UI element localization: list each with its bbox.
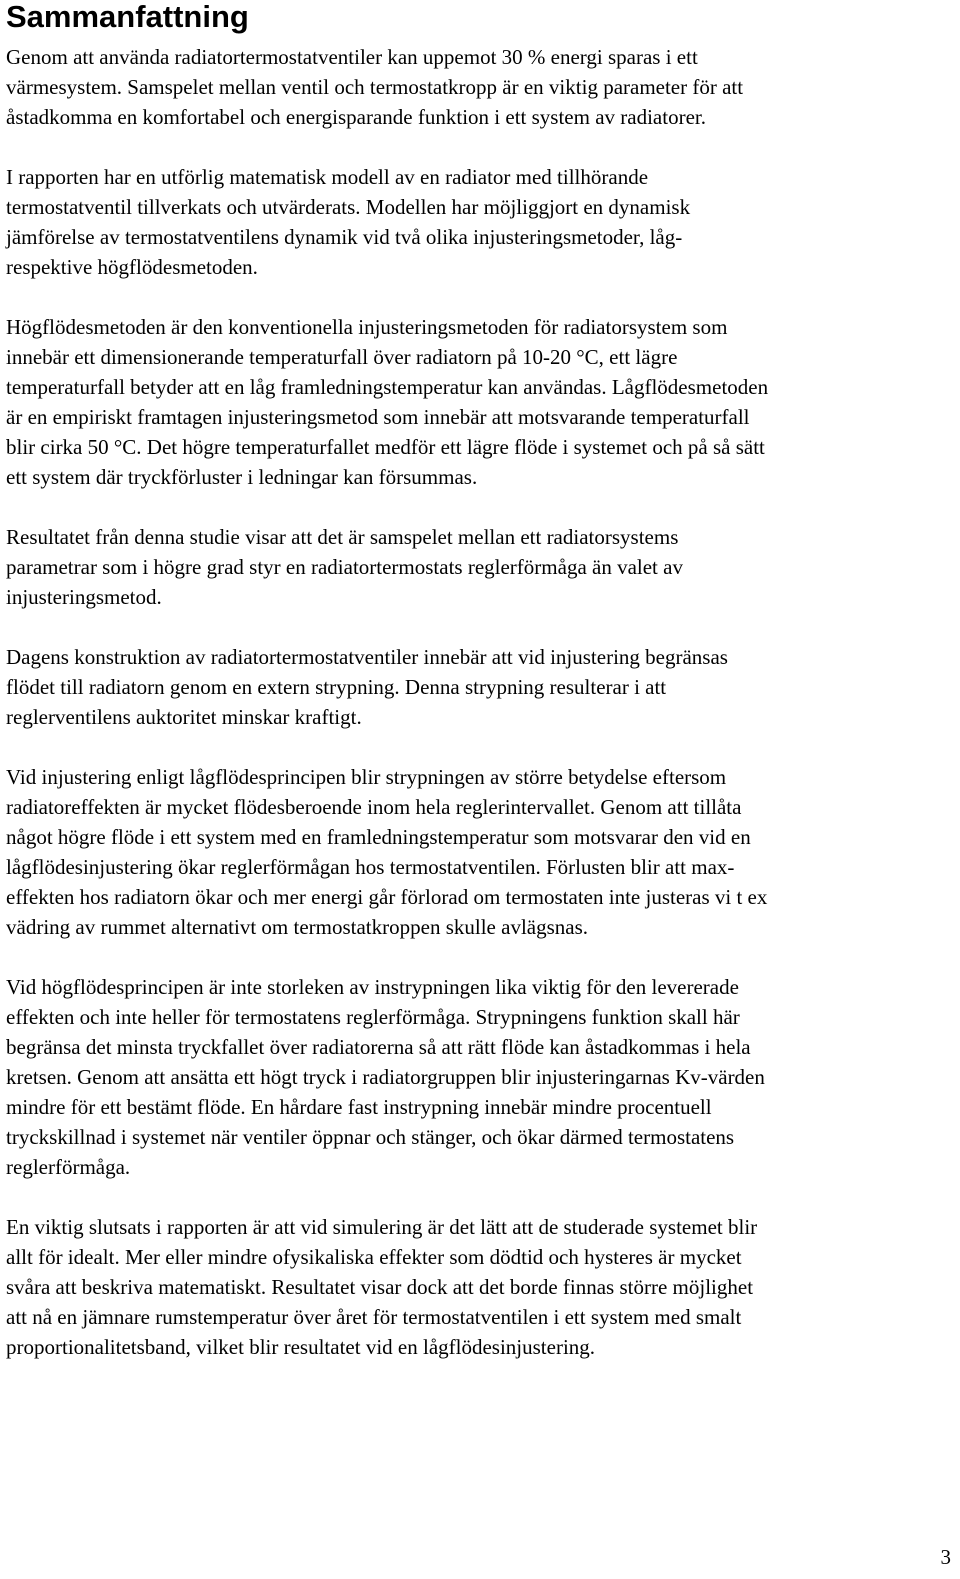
text-line: lågflödesinjustering ökar reglerförmågan hos termostatventilen. Förlusten blir att max- (6, 855, 735, 879)
body-paragraph (6, 162, 956, 282)
text-line: flödet till radiatorn genom en extern strypning. Denna strypning resulterar i att (6, 675, 667, 699)
text-line: effekten och inte heller för termostatens reglerförmåga. Strypningens funktion skall här (6, 1005, 740, 1029)
text-line: något högre flöde i ett system med en framledningstemperatur som motsvarar den vid en (6, 825, 751, 849)
text-line: parametrar som i högre grad styr en radiatortermostats reglerförmåga än valet av (6, 555, 683, 579)
text-line: tryckskillnad i systemet när ventiler öppnar och stänger, och ökar därmed termostatens (6, 1125, 735, 1149)
text-line: åstadkomma en komfortabel och energisparande funktion i ett system av radiatorer. (6, 105, 706, 129)
text-line: allt för idealt. Mer eller mindre ofysikaliska effekter som dödtid och hysteres är mycket (6, 1245, 742, 1269)
text-line: blir cirka 50 °C. Det högre temperaturfallet medför ett lägre flöde i systemet och på så sätt (6, 435, 765, 459)
text-line: radiatoreffekten är mycket flödesberoende inom hela reglerintervallet. Genom att tillåta (6, 795, 742, 819)
text-line: reglerförmåga. (6, 1155, 131, 1179)
document-body (6, 42, 956, 1392)
text-line: temperaturfall betyder att en låg framledningstemperatur kan användas. Lågflödesmetoden (6, 375, 769, 399)
text-line: svåra att beskriva matematiskt. Resultatet visar dock att det borde finnas större möjlighet (6, 1275, 754, 1299)
text-line: värmesystem. Samspelet mellan ventil och termostatkropp är en viktig parameter för att (6, 75, 744, 99)
text-line: begränsa det minsta tryckfallet över radiatorerna så att rätt flöde kan åstadkommas i hela (6, 1035, 751, 1059)
text-line: Dagens konstruktion av radiatortermostatventiler innebär att vid injustering begränsas (6, 645, 728, 669)
text-line: termostatventil tillverkats och utvärderats. Modellen har möjliggjort en dynamisk (6, 195, 691, 219)
body-paragraph (6, 972, 956, 1182)
text-line: vädring av rummet alternativt om termostatkroppen skulle avlägsnas. (6, 915, 589, 939)
body-paragraph (6, 1212, 956, 1362)
text-line: Resultatet från denna studie visar att det är samspelet mellan ett radiatorsystems (6, 525, 679, 549)
text-line: jämförelse av termostatventilens dynamik vid två olika injusteringsmetoder, låg- (6, 225, 683, 249)
text-line: ett system där tryckförluster i ledningar kan försummas. (6, 465, 478, 489)
text-line: injusteringsmetod. (6, 585, 162, 609)
text-line: kretsen. Genom att ansätta ett högt tryck i radiatorgruppen blir injusteringarnas Kv-värden (6, 1065, 765, 1089)
text-line: är en empiriskt framtagen injusteringsmetod som innebär att motsvarande temperaturfall (6, 405, 750, 429)
text-line: effekten hos radiatorn ökar och mer energi går förlorad om termostaten inte justeras vi t ex (6, 885, 768, 909)
text-line: reglerventilens auktoritet minskar kraftigt. (6, 705, 362, 729)
text-line: Vid högflödesprincipen är inte storleken av instrypningen lika viktig för den levererade (6, 975, 739, 999)
body-paragraph (6, 42, 956, 132)
text-line: Vid injustering enligt lågflödesprincipen blir strypningen av större betydelse eftersom (6, 765, 727, 789)
body-paragraph (6, 312, 956, 492)
text-line: att nå en jämnare rumstemperatur över året för termostatventilen i ett system med smalt (6, 1305, 742, 1329)
text-line: En viktig slutsats i rapporten är att vid simulering är det lätt att de studerade systemet blir (6, 1215, 758, 1239)
text-line: proportionalitetsband, vilket blir resultatet vid en lågflödesinjustering. (6, 1335, 596, 1359)
text-line: I rapporten har en utförlig matematisk modell av en radiator med tillhörande (6, 165, 649, 189)
section-heading: Sammanfattning (6, 0, 249, 34)
page-number: 3 (940, 1545, 951, 1569)
text-line: Genom att använda radiatortermostatventiler kan uppemot 30 % energi sparas i ett (6, 45, 698, 69)
body-paragraph (6, 762, 956, 942)
text-line: mindre för ett bestämt flöde. En hårdare fast instrypning innebär mindre procentuell (6, 1095, 712, 1119)
text-line: Högflödesmetoden är den konventionella injusteringsmetoden för radiatorsystem som (6, 315, 728, 339)
body-paragraph (6, 642, 956, 732)
text-line: innebär ett dimensionerande temperaturfall över radiatorn på 10-20 °C, ett lägre (6, 345, 678, 369)
text-line: respektive högflödesmetoden. (6, 255, 258, 279)
body-paragraph (6, 522, 956, 612)
